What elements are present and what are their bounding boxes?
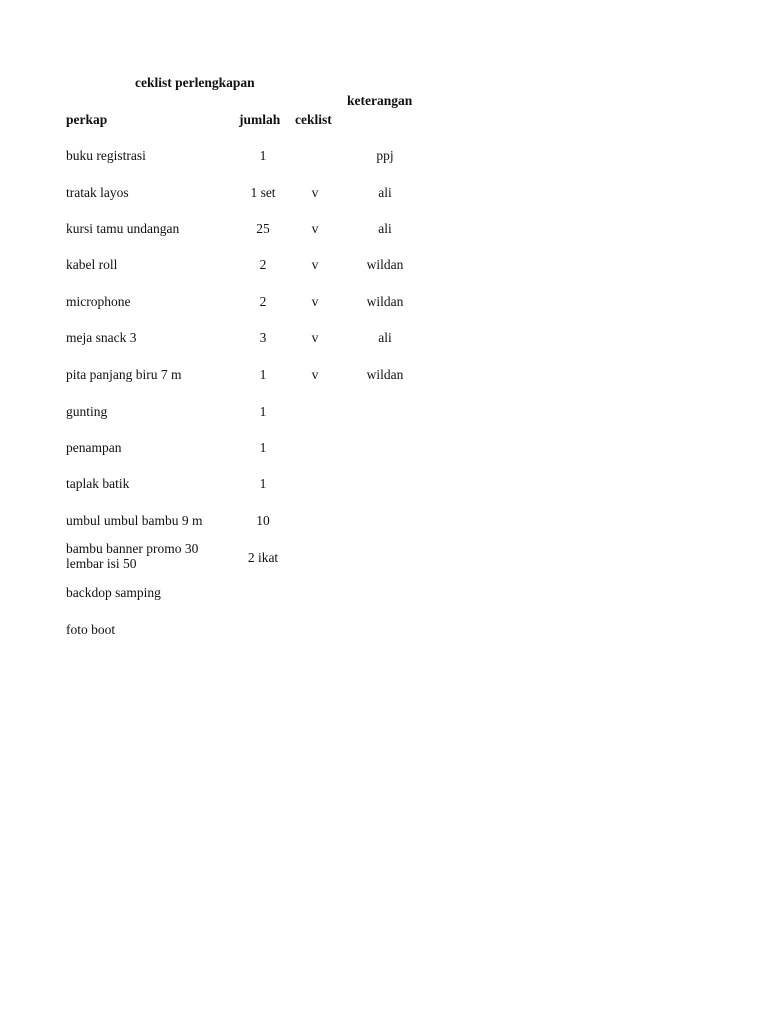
jumlah-cell: 1	[259, 404, 267, 419]
table-row	[0, 622, 768, 658]
table-row	[0, 148, 768, 184]
header-perkap: perkap	[66, 112, 108, 127]
jumlah-cell: 1	[259, 476, 267, 491]
item-cell: foto boot	[66, 622, 116, 637]
jumlah-cell: 10	[256, 513, 270, 528]
keterangan-cell: ali	[378, 330, 392, 345]
jumlah-cell: 3	[259, 330, 267, 345]
ceklist-cell: v	[311, 185, 319, 200]
table-row	[0, 330, 768, 366]
jumlah-cell: 1	[259, 367, 267, 382]
keterangan-cell: wildan	[366, 257, 404, 272]
keterangan-cell: ppj	[376, 148, 394, 163]
ceklist-cell: v	[311, 330, 319, 345]
ceklist-cell: v	[311, 257, 319, 272]
keterangan-cell: ali	[378, 221, 392, 236]
item-cell: umbul umbul bambu 9 m	[66, 513, 203, 528]
table-row	[0, 221, 768, 257]
table-row	[0, 541, 768, 577]
jumlah-cell: 2	[259, 257, 267, 272]
item-cell: buku registrasi	[66, 148, 146, 163]
jumlah-cell: 1	[259, 440, 267, 455]
table-row	[0, 404, 768, 440]
ceklist-cell: v	[311, 221, 319, 236]
table-row	[0, 367, 768, 403]
item-cell: gunting	[66, 404, 108, 419]
keterangan-cell: wildan	[366, 367, 404, 382]
item-cell: kursi tamu undangan	[66, 221, 180, 236]
jumlah-cell: 1 set	[250, 185, 276, 200]
jumlah-cell: 2 ikat	[247, 550, 279, 565]
header-keterangan: keterangan	[347, 93, 413, 108]
item-cell: microphone	[66, 294, 131, 309]
item-cell: taplak batik	[66, 476, 130, 491]
jumlah-cell: 25	[256, 221, 270, 236]
keterangan-cell: ali	[378, 185, 392, 200]
item-cell: penampan	[66, 440, 122, 455]
ceklist-cell: v	[311, 294, 319, 309]
item-cell: kabel roll	[66, 257, 118, 272]
item-cell: tratak layos	[66, 185, 129, 200]
table-row	[0, 257, 768, 293]
document-title: ceklist perlengkapan	[135, 75, 255, 90]
header-jumlah: jumlah	[239, 112, 281, 127]
table-row	[0, 476, 768, 512]
item-cell: backdop samping	[66, 585, 161, 600]
table-row	[0, 440, 768, 476]
table-row	[0, 185, 768, 221]
item-cell: bambu banner promo 30 lembar isi 50	[66, 541, 199, 571]
ceklist-cell: v	[311, 367, 319, 382]
keterangan-cell: wildan	[366, 294, 404, 309]
header-ceklist: ceklist	[295, 112, 332, 127]
jumlah-cell: 2	[259, 294, 267, 309]
item-cell: pita panjang biru 7 m	[66, 367, 182, 382]
table-row	[0, 294, 768, 330]
item-cell: meja snack 3	[66, 330, 137, 345]
jumlah-cell: 1	[259, 148, 267, 163]
table-row	[0, 585, 768, 621]
